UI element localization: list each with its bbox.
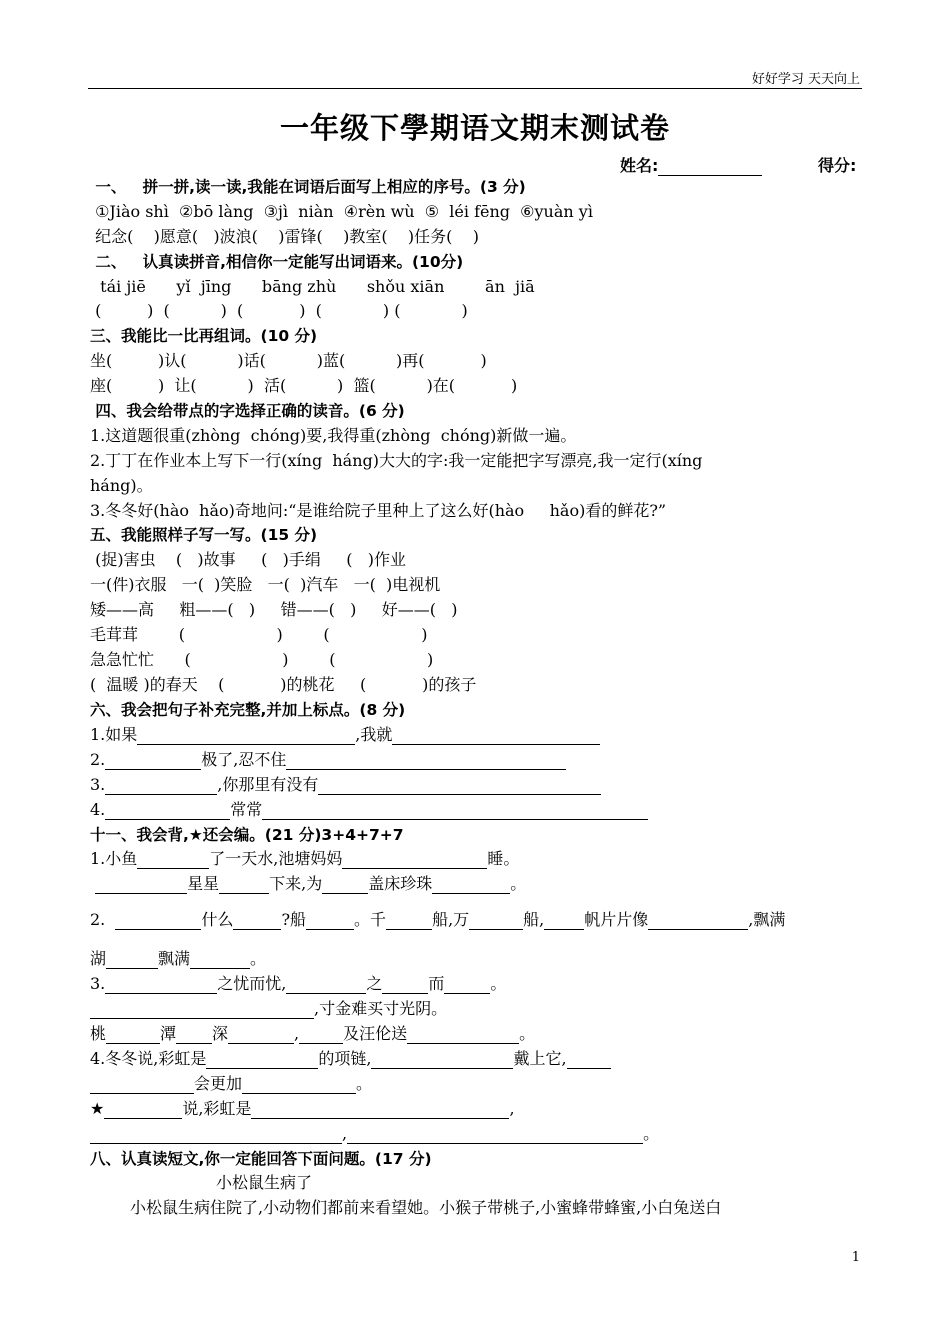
answer-blank[interactable] <box>233 913 281 930</box>
text-segment: ,寸金难买寸光阴。 <box>314 999 448 1018</box>
answer-blank[interactable] <box>90 1002 314 1019</box>
text-segment: 什么 <box>201 910 234 929</box>
text-segment: 了一天水,池塘妈妈 <box>209 849 343 868</box>
text-segment: 深 <box>212 1024 229 1043</box>
text-segment: 而 <box>428 974 445 993</box>
name-blank[interactable] <box>658 159 762 176</box>
answer-blank[interactable] <box>90 1077 194 1094</box>
text-segment: 潭 <box>160 1024 177 1043</box>
header-motto: 好好学习 天天向上 <box>751 72 860 87</box>
section-2-blanks: ( ) ( ) ( ) ( ) ( ) <box>90 301 468 320</box>
text-segment: 盖床珍珠 <box>368 874 433 893</box>
text-segment: 。 <box>510 874 527 893</box>
text-segment: , <box>294 1024 300 1043</box>
answer-blank[interactable] <box>176 1027 212 1044</box>
answer-blank[interactable] <box>648 913 748 930</box>
section-6-line-2 <box>90 750 566 770</box>
section-2-pinyin: tái jiē yǐ jīng bāng zhù shǒu xiān ān jiā <box>90 277 535 296</box>
page-title: 一年级下學期语文期末测试卷 <box>279 111 670 145</box>
answer-blank[interactable] <box>219 877 269 894</box>
section-4-question-1: 1.这道题很重(zhòng chóng)要,我得重(zhòng chóng)新做一遍。 <box>90 426 577 445</box>
section-5-row-1: (捉)害虫 ( )故事 ( )手绢 ( )作业 <box>90 550 407 569</box>
section-3-heading: 三、我能比一比再组词。(10 分) <box>90 327 318 345</box>
text-segment: 。 <box>250 949 267 968</box>
poem-3-line-1 <box>90 974 506 994</box>
answer-blank[interactable] <box>407 1027 519 1044</box>
text-segment: 帆片片像 <box>584 910 649 929</box>
answer-blank[interactable] <box>90 1127 342 1144</box>
section-5-row-5: 急急忙忙 ( ) ( ) <box>90 650 434 669</box>
section-6-heading: 六、我会把句子补充完整,并加上标点。(8 分) <box>90 701 406 719</box>
section-5-row-2: 一(件)衣服 一( )笑脸 一( )汽车 一( )电视机 <box>90 575 441 594</box>
text-segment: 1.如果 <box>90 725 138 744</box>
poem-4-line-2 <box>90 1074 372 1094</box>
answer-blank[interactable] <box>371 1052 513 1069</box>
text-segment: 之忧而忧, <box>217 974 287 993</box>
answer-blank[interactable] <box>299 1027 343 1044</box>
answer-blank[interactable] <box>322 877 368 894</box>
section-1-heading: 一、 拼一拼,读一读,我能在词语后面写上相应的序号。(3 分) <box>90 178 526 196</box>
text-segment: 2. <box>90 750 106 769</box>
poem-2-line-2 <box>90 949 266 969</box>
text-segment: ★ <box>90 1099 105 1118</box>
text-segment: 船, <box>523 910 545 929</box>
name-field[interactable] <box>620 153 762 176</box>
text-segment: 常常 <box>230 800 263 819</box>
answer-blank[interactable] <box>105 753 201 770</box>
section-6-line-4 <box>90 800 648 820</box>
text-segment: 下来,为 <box>269 874 323 893</box>
text-segment: 之 <box>366 974 383 993</box>
text-segment: 桃 <box>90 1024 107 1043</box>
answer-blank[interactable] <box>444 977 490 994</box>
text-segment: 。 <box>490 974 507 993</box>
answer-blank[interactable] <box>544 913 584 930</box>
answer-blank[interactable] <box>105 778 217 795</box>
poem-4-line-1 <box>90 1049 611 1069</box>
text-segment: 。 <box>519 1024 536 1043</box>
answer-blank[interactable] <box>382 977 428 994</box>
section-4-question-3: 3.冬冬好(hào hǎo)奇地问:“是谁给院子里种上了这么好(hào hǎo)看的鲜花?” <box>90 501 667 520</box>
answer-blank[interactable] <box>286 753 566 770</box>
answer-blank[interactable] <box>386 913 432 930</box>
section-4-question-2: 2.丁丁在作业本上写下一行(xíng háng)大大的字:我一定能把字写漂亮,我一定行(xíng <box>90 451 703 470</box>
answer-blank[interactable] <box>567 1052 611 1069</box>
text-segment: ,飘满 <box>748 910 786 929</box>
text-segment: 极了,忍不住 <box>201 750 287 769</box>
text-segment: 。 <box>356 1074 373 1093</box>
section-4-question-2-cont: háng)。 <box>90 476 153 495</box>
answer-blank[interactable] <box>262 803 648 820</box>
section-1-words: 纪念( )愿意( )波浪( )雷锋( )教室( )任务( ) <box>90 227 479 246</box>
answer-blank[interactable] <box>392 728 600 745</box>
section-5-row-6: ( 温暖 )的春天 ( )的桃花 ( )的孩子 <box>90 675 477 694</box>
name-label: 姓名: <box>620 156 659 175</box>
text-segment: 4.冬冬说,彩虹是 <box>90 1049 207 1068</box>
section-5-row-3: 矮——高 粗——( ) 错——( ) 好——( ) <box>90 600 458 619</box>
section-8-heading: 八、认真读短文,你一定能回答下面问题。(17 分) <box>90 1150 432 1168</box>
text-segment: ?船 <box>281 910 307 929</box>
text-segment: 3. <box>90 775 106 794</box>
answer-blank[interactable] <box>342 852 487 869</box>
answer-blank[interactable] <box>228 1027 294 1044</box>
poem-3-line-3 <box>90 1024 535 1044</box>
section-2-heading: 二、 认真读拼音,相信你一定能写出词语来。(10分) <box>90 253 464 271</box>
text-segment: 说,彩虹是 <box>182 1099 252 1118</box>
answer-blank[interactable] <box>104 1102 182 1119</box>
poem-1-line-1 <box>90 849 519 869</box>
answer-blank[interactable] <box>105 803 230 820</box>
text-segment: 飘满 <box>158 949 191 968</box>
text-segment: , <box>509 1099 515 1118</box>
poem-1-line-2 <box>90 874 526 894</box>
answer-blank[interactable] <box>190 952 250 969</box>
section-3-row-1: 坐( )认( )话( )蓝( )再( ) <box>90 351 487 370</box>
answer-blank[interactable] <box>206 1052 318 1069</box>
poem-2-line-1 <box>90 910 785 930</box>
score-label: 得分: <box>818 156 857 175</box>
answer-blank[interactable] <box>469 913 523 930</box>
answer-blank[interactable] <box>347 1127 643 1144</box>
poem-5-line-1 <box>90 1099 515 1119</box>
text-segment: 会更加 <box>194 1074 243 1093</box>
answer-blank[interactable] <box>115 913 201 930</box>
answer-blank[interactable] <box>106 1027 160 1044</box>
text-segment: 戴上它, <box>513 1049 567 1068</box>
section-3-row-2: 座( ) 让( ) 活( ) 篮( )在( ) <box>90 376 518 395</box>
text-segment: 及汪伦送 <box>343 1024 408 1043</box>
spacer <box>105 910 115 929</box>
answer-blank[interactable] <box>286 977 366 994</box>
text-segment: ,我就 <box>355 725 393 744</box>
text-segment: 。 <box>643 1124 660 1143</box>
poem-5-line-2 <box>90 1124 659 1144</box>
text-segment: , <box>342 1124 348 1143</box>
answer-blank[interactable] <box>242 1077 356 1094</box>
text-segment: 湖 <box>90 949 107 968</box>
answer-blank[interactable] <box>137 852 209 869</box>
answer-blank[interactable] <box>306 913 354 930</box>
page-number: 1 <box>851 1250 860 1265</box>
section-4-heading: 四、我会给带点的字选择正确的读音。(6 分) <box>90 402 405 420</box>
answer-blank[interactable] <box>318 778 601 795</box>
story-title: 小松鼠生病了 <box>216 1173 313 1192</box>
header-rule <box>88 88 862 89</box>
answer-blank[interactable] <box>95 877 187 894</box>
answer-blank[interactable] <box>106 952 158 969</box>
text-segment: 船,万 <box>432 910 470 929</box>
text-segment: 。千 <box>354 910 387 929</box>
section-6-line-3 <box>90 775 601 795</box>
text-segment: 睡。 <box>487 849 520 868</box>
text-segment: 3. <box>90 974 106 993</box>
section-5-heading: 五、我能照样子写一写。(15 分) <box>90 526 318 544</box>
answer-blank[interactable] <box>105 977 217 994</box>
answer-blank[interactable] <box>432 877 510 894</box>
text-segment: 2. <box>90 910 106 929</box>
answer-blank[interactable] <box>251 1102 509 1119</box>
section-11-heading: 十一、我会背,★还会编。(21 分)3+4+7+7 <box>90 826 404 844</box>
text-segment: ,你那里有没有 <box>217 775 319 794</box>
answer-blank[interactable] <box>137 728 355 745</box>
text-segment: 星星 <box>187 874 220 893</box>
text-segment: 4. <box>90 800 106 819</box>
poem-3-line-2 <box>90 999 447 1019</box>
story-paragraph: 小松鼠生病住院了,小动物们都前来看望她。小猴子带桃子,小蜜蜂带蜂蜜,小白兔送白 <box>130 1198 722 1217</box>
text-segment: 的项链, <box>318 1049 372 1068</box>
section-5-row-4: 毛茸茸 ( ) ( ) <box>90 625 428 644</box>
section-6-line-1 <box>90 725 600 745</box>
section-1-pinyin: ①Jiào shì ②bō làng ③jì niàn ④rèn wù ⑤ léi fēng ⑥yuàn yì <box>90 202 593 221</box>
text-segment: 1.小鱼 <box>90 849 138 868</box>
